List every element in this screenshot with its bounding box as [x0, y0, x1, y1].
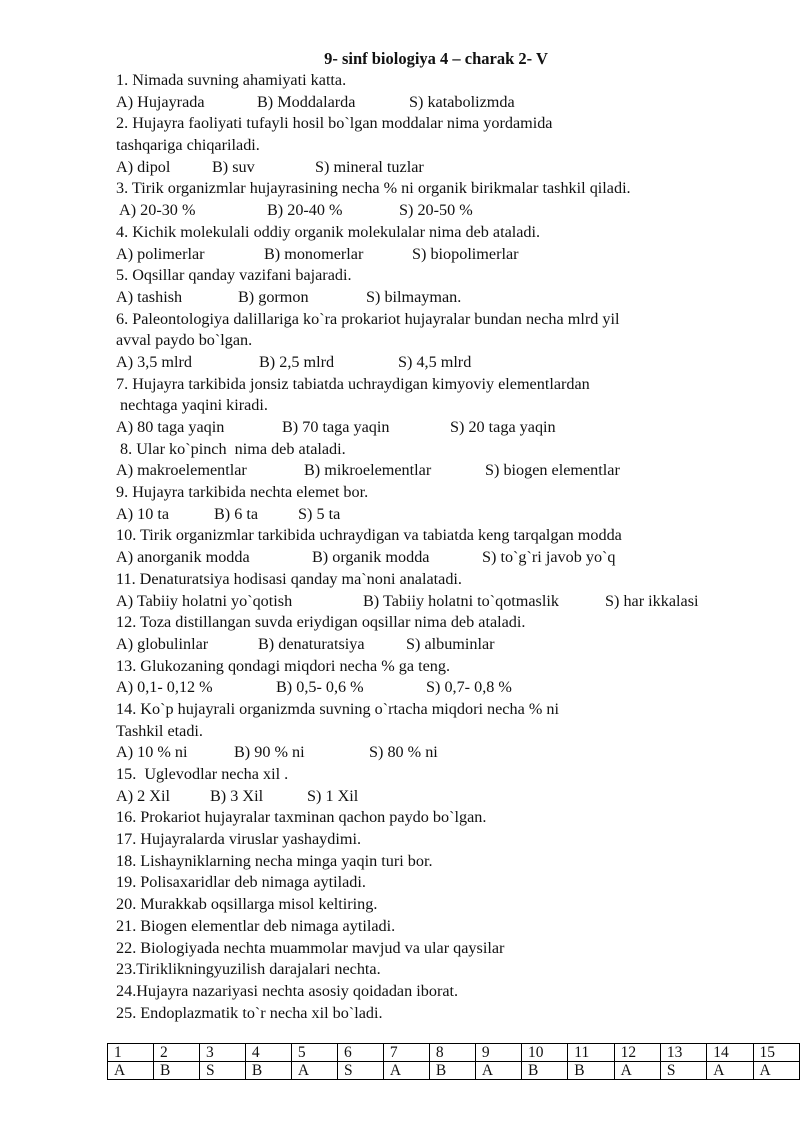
question-12-options: [116, 634, 726, 656]
question-7: 7. Hujayra tarkibida jonsiz tabiatda uchraydigan kimyoviy elementlardan: [116, 374, 590, 393]
question-13: 13. Glukozaning qondagi miqdori necha % ga teng.: [116, 656, 451, 675]
question-7-cont: nechtaga yaqini kiradi.: [116, 396, 268, 415]
option-b: B) 70 taga yaqin: [282, 418, 390, 436]
question-15: 15. Uglevodlar necha xil .: [116, 765, 289, 783]
answer-key-numbers-row: [108, 1044, 800, 1062]
question-5-options: [116, 287, 726, 309]
answer-number: 15: [753, 1044, 799, 1062]
question-2: 2. Hujayra faoliyati tufayli hosil bo`lgan moddalar nima yordamida: [116, 114, 553, 133]
option-a: A) globulinlar: [116, 634, 209, 653]
answer-letter: B: [245, 1062, 291, 1080]
option-a: A) makroelementlar: [116, 461, 247, 480]
option-c: S) 20-50 %: [399, 201, 473, 220]
answer-letter: S: [200, 1062, 246, 1080]
answer-number: 1: [108, 1044, 154, 1062]
open-question-17: 17. Hujayralarda viruslar yashaydimi.: [116, 830, 361, 849]
option-b: B) organik modda: [312, 548, 430, 567]
open-question-16: 16. Prokariot hujayralar taxminan qachon paydo bo`lgan.: [116, 808, 487, 827]
option-c: S) 80 % ni: [369, 743, 438, 762]
answer-number: 6: [337, 1044, 383, 1062]
answer-letter: B: [521, 1062, 567, 1080]
option-b: B) 0,5- 0,6 %: [276, 678, 364, 697]
option-a: A) anorganik modda: [116, 548, 250, 567]
option-b: B) mikroelementlar: [304, 461, 432, 480]
open-question-25: 25. Endoplazmatik to`r necha xil bo`ladi.: [116, 1003, 383, 1022]
question-12: 12. Toza distillangan suvda eriydigan oqsillar nima deb ataladi.: [116, 613, 526, 632]
option-b: B) Moddalarda: [257, 92, 356, 111]
page-title: 9- sinf biologiya 4 – charak 2- V: [324, 49, 548, 68]
question-11: 11. Denaturatsiya hodisasi qanday ma`noni analatadi.: [116, 569, 462, 588]
open-question-18: 18. Lishayniklarning necha minga yaqin turi bor.: [116, 851, 433, 870]
option-a: A) tashish: [116, 287, 183, 306]
answer-key-table: [107, 1043, 800, 1080]
answer-number: 12: [614, 1044, 660, 1062]
answer-letter: A: [383, 1062, 429, 1080]
question-1-options: [116, 92, 726, 114]
answer-number: 9: [475, 1044, 521, 1062]
question-6-options: [116, 352, 726, 374]
question-10: 10. Tirik organizmlar tarkibida uchraydigan va tabiatda keng tarqalgan modda: [116, 526, 622, 545]
option-c: S) to`g`ri javob yo`q: [482, 548, 616, 567]
option-b: B) 20-40 %: [267, 201, 343, 220]
question-1: 1. Nimada suvning ahamiyati katta.: [116, 71, 347, 89]
open-question-19: 19. Polisaxaridlar deb nimaga aytiladi.: [116, 873, 366, 892]
answer-letter: A: [753, 1062, 799, 1080]
question-3: 3. Tirik organizmlar hujayrasining necha % ni organik birikmalar tashkil qiladi.: [116, 179, 631, 198]
question-9-options: [116, 504, 726, 526]
option-c: S) katabolizmda: [409, 92, 515, 111]
option-a: A) 10 ta: [116, 504, 170, 523]
answer-letter: A: [614, 1062, 660, 1080]
question-11-options: [116, 591, 726, 613]
option-b: B) 3 Xil: [210, 786, 264, 805]
option-c: S) albuminlar: [406, 634, 495, 653]
answer-letter: B: [154, 1062, 200, 1080]
answer-number: 14: [707, 1044, 753, 1062]
option-c: S) har ikkalasi: [605, 591, 699, 610]
option-b: B) 6 ta: [214, 504, 259, 523]
test-document: [116, 48, 726, 1024]
option-a: A) 0,1- 0,12 %: [116, 678, 213, 697]
question-8: 8. Ular ko`pinch nima deb ataladi.: [116, 439, 346, 458]
question-8-options: [116, 460, 726, 482]
option-a: A) 80 taga yaqin: [116, 418, 225, 436]
question-3-options: [116, 200, 726, 222]
answer-number: 4: [245, 1044, 291, 1062]
question-14-cont: Tashkil etadi.: [116, 721, 203, 740]
option-a: A) Hujayrada: [116, 92, 205, 111]
question-2-options: [116, 157, 726, 179]
answer-letter: A: [108, 1062, 154, 1080]
answer-key-letters-row: [108, 1062, 800, 1080]
question-14: 14. Ko`p hujayrali organizmda suvning o`rtacha miqdori necha % ni: [116, 699, 559, 718]
open-question-23: 23.Tiriklikningyuzilish darajalari nechta.: [116, 960, 381, 979]
option-c: S) 0,7- 0,8 %: [426, 678, 512, 697]
option-c: S) biopolimerlar: [412, 244, 519, 263]
question-4-options: [116, 244, 726, 266]
answer-number: 2: [154, 1044, 200, 1062]
answer-letter: S: [660, 1062, 706, 1080]
answer-number: 7: [383, 1044, 429, 1062]
question-4: 4. Kichik molekulali oddiy organik molekulalar nima deb ataladi.: [116, 222, 541, 241]
option-a: A) dipol: [116, 157, 171, 176]
option-c: S) bilmayman.: [366, 287, 462, 306]
answer-letter: B: [568, 1062, 614, 1080]
open-question-24: 24.Hujayra nazariyasi nechta asosiy qoidadan iborat.: [116, 981, 459, 1000]
answer-letter: A: [707, 1062, 753, 1080]
question-10-options: [116, 547, 726, 569]
option-b: B) Tabiiy holatni to`qotmaslik: [363, 591, 559, 610]
question-15-options: [116, 786, 726, 808]
option-a: A) Tabiiy holatni yo`qotish: [116, 591, 293, 610]
question-2-cont: tashqariga chiqariladi.: [116, 136, 260, 155]
option-a: A) 3,5 mlrd: [116, 352, 192, 371]
option-c: S) 20 taga yaqin: [450, 418, 556, 436]
question-6-cont: avval paydo bo`lgan.: [116, 331, 253, 350]
answer-number: 5: [291, 1044, 337, 1062]
answer-number: 13: [660, 1044, 706, 1062]
answer-number: 8: [429, 1044, 475, 1062]
option-c: S) 1 Xil: [307, 786, 359, 805]
open-question-22: 22. Biologiyada nechta muammolar mavjud va ular qaysilar: [116, 938, 505, 957]
option-c: S) mineral tuzlar: [315, 157, 424, 176]
option-b: B) gormon: [238, 287, 309, 306]
option-c: S) 5 ta: [298, 504, 341, 523]
open-question-20: 20. Murakkab oqsillarga misol keltiring.: [116, 895, 378, 914]
option-a: A) 10 % ni: [116, 743, 188, 762]
option-a: A) 2 Xil: [116, 786, 170, 805]
question-6: 6. Paleontologiya dalillariga ko`ra prokariot hujayralar bundan necha mlrd yil: [116, 309, 620, 328]
question-9: 9. Hujayra tarkibida nechta elemet bor.: [116, 483, 369, 502]
open-question-21: 21. Biogen elementlar deb nimaga aytiladi.: [116, 916, 396, 935]
option-c: S) 4,5 mlrd: [398, 352, 472, 371]
option-b: B) 90 % ni: [234, 743, 305, 762]
option-a: A) 20-30 %: [119, 201, 196, 220]
answer-number: 11: [568, 1044, 614, 1062]
option-b: B) suv: [212, 157, 255, 176]
answer-letter: B: [429, 1062, 475, 1080]
option-b: B) 2,5 mlrd: [259, 352, 335, 371]
option-a: A) polimerlar: [116, 244, 205, 263]
option-b: B) monomerlar: [264, 244, 364, 263]
question-7-options: [116, 417, 726, 439]
question-13-options: [116, 677, 726, 699]
question-5: 5. Oqsillar qanday vazifani bajaradi.: [116, 266, 352, 285]
answer-letter: A: [291, 1062, 337, 1080]
answer-letter: S: [337, 1062, 383, 1080]
option-c: S) biogen elementlar: [485, 461, 620, 480]
answer-number: 3: [200, 1044, 246, 1062]
answer-letter: A: [475, 1062, 521, 1080]
question-14-options: [116, 742, 726, 764]
option-b: B) denaturatsiya: [258, 634, 365, 653]
answer-number: 10: [521, 1044, 567, 1062]
